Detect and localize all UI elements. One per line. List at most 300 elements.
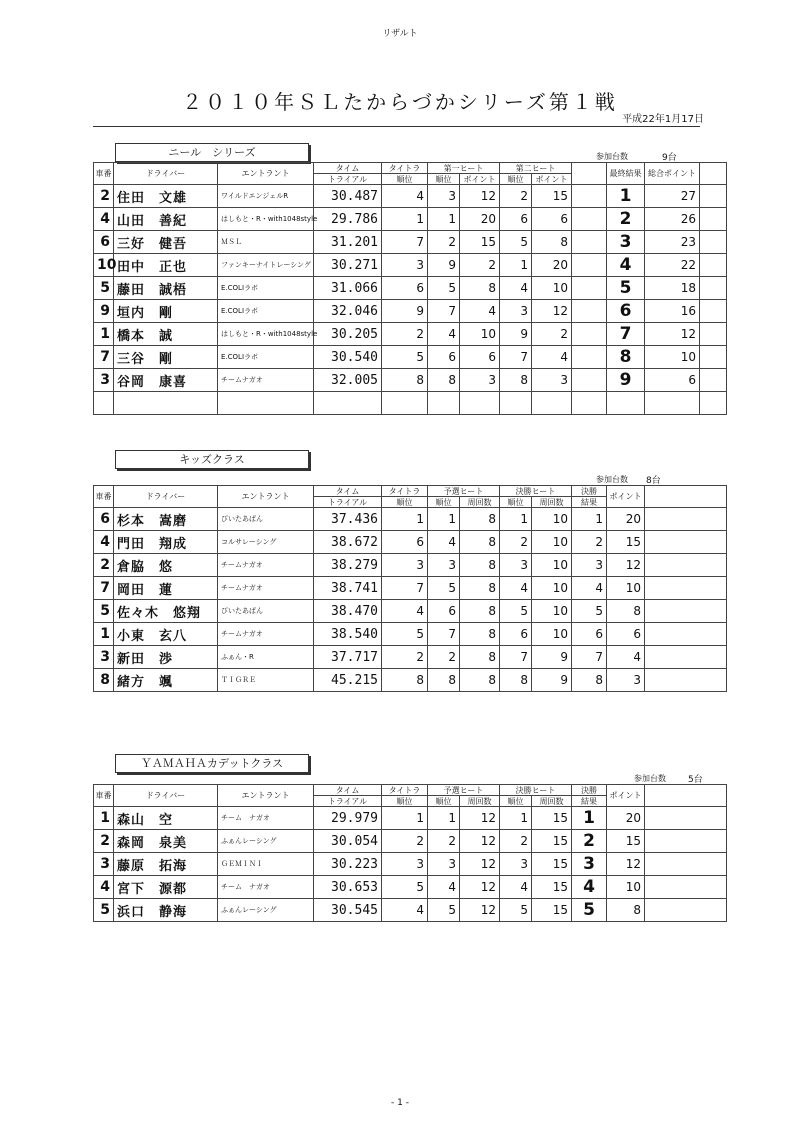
final-result: 1 <box>572 807 607 830</box>
final-result: 3 <box>572 853 607 876</box>
heat2-rank: 8 <box>500 369 532 392</box>
empty-cell <box>645 899 727 922</box>
empty-cell <box>645 830 727 853</box>
points: 4 <box>607 646 645 669</box>
time-trial: 37.436 <box>314 508 382 531</box>
final-result: 4 <box>607 254 645 277</box>
heat2-rank: 3 <box>500 853 532 876</box>
final-result: 7 <box>572 646 607 669</box>
entrant-name: E.COLIラボ <box>218 277 314 300</box>
driver-name: 森山 空 <box>114 807 218 830</box>
car-number: 7 <box>94 577 114 600</box>
empty-cell <box>645 554 727 577</box>
entry-count-value: 5台 <box>688 775 703 785</box>
entrant-name: コルサレーシング <box>218 531 314 554</box>
heat2-laps: 15 <box>532 899 572 922</box>
driver-name: 宮下 源都 <box>114 876 218 899</box>
empty-cell <box>700 185 727 208</box>
header-time: タイム <box>314 486 382 497</box>
car-number: 4 <box>94 876 114 899</box>
car-number: 9 <box>94 300 114 323</box>
empty-cell <box>645 508 727 531</box>
tt-rank: 8 <box>382 669 428 692</box>
car-number: 5 <box>94 600 114 623</box>
tt-rank: 4 <box>382 899 428 922</box>
heat1-laps: 8 <box>460 577 500 600</box>
driver-name: 三好 健吾 <box>114 231 218 254</box>
heat2-rank: 2 <box>500 830 532 853</box>
final-result: 3 <box>572 554 607 577</box>
heat1-laps: 8 <box>460 600 500 623</box>
header-car-no: 車番 <box>94 785 114 807</box>
heat2-laps: 10 <box>532 531 572 554</box>
final-result: 5 <box>572 899 607 922</box>
page-header: リザルト <box>382 29 418 39</box>
entrant-name: チームナガオ <box>218 577 314 600</box>
header-points: ポイント <box>607 486 645 508</box>
total-points: 6 <box>645 369 700 392</box>
time-trial: 29.786 <box>314 208 382 231</box>
time-trial: 30.205 <box>314 323 382 346</box>
time-trial: 30.271 <box>314 254 382 277</box>
empty-cell <box>700 231 727 254</box>
total-points: 27 <box>645 185 700 208</box>
empty-cell <box>572 208 607 231</box>
heat1-laps: 12 <box>460 876 500 899</box>
heat2-laps: 10 <box>532 577 572 600</box>
heat2-points: 15 <box>532 185 572 208</box>
tt-rank: 7 <box>382 577 428 600</box>
driver-name: 倉脇 悠 <box>114 554 218 577</box>
heat1-rank: 1 <box>428 208 460 231</box>
entry-count-value: 8台 <box>646 476 661 486</box>
header-heat2-laps: 周回数 <box>532 796 572 807</box>
table-row <box>94 899 727 922</box>
heat2-laps: 10 <box>532 554 572 577</box>
header-trial: トライアル <box>314 497 382 508</box>
heat2-laps: 15 <box>532 853 572 876</box>
final-result: 5 <box>607 277 645 300</box>
tt-rank: 6 <box>382 277 428 300</box>
heat1-rank: 4 <box>428 876 460 899</box>
car-number: 10 <box>94 254 114 277</box>
entrant-name: チームナガオ <box>218 369 314 392</box>
time-trial: 37.717 <box>314 646 382 669</box>
empty-cell <box>700 254 727 277</box>
car-number: 8 <box>94 669 114 692</box>
section-title-yamaha: ＹＡＭＡＨＡカデットクラス <box>115 754 309 773</box>
entrant-name: びいたあばん <box>218 508 314 531</box>
driver-name: 佐々木 悠翔 <box>114 600 218 623</box>
empty-cell <box>700 208 727 231</box>
heat2-rank: 4 <box>500 577 532 600</box>
heat2-rank: 1 <box>500 807 532 830</box>
car-number: 6 <box>94 508 114 531</box>
tt-rank: 4 <box>382 600 428 623</box>
heat2-rank: 9 <box>500 323 532 346</box>
heat2-rank: 3 <box>500 554 532 577</box>
heat1-rank: 3 <box>428 853 460 876</box>
heat2-rank: 1 <box>500 254 532 277</box>
driver-name: 田中 正也 <box>114 254 218 277</box>
heat2-laps: 9 <box>532 669 572 692</box>
time-trial: 31.066 <box>314 277 382 300</box>
tt-rank: 5 <box>382 876 428 899</box>
entrant-name: びいたあばん <box>218 600 314 623</box>
total-points: 23 <box>645 231 700 254</box>
total-points: 10 <box>645 346 700 369</box>
final-result: 6 <box>572 623 607 646</box>
points: 10 <box>607 876 645 899</box>
driver-name: 谷岡 康喜 <box>114 369 218 392</box>
table-row <box>94 346 727 369</box>
heat2-points: 6 <box>532 208 572 231</box>
empty-cell <box>645 646 727 669</box>
header-heat1-rank: 順位 <box>428 174 460 185</box>
heat1-rank: 8 <box>428 669 460 692</box>
header-heat2-rank: 順位 <box>500 497 532 508</box>
total-points: 22 <box>645 254 700 277</box>
table-row <box>94 369 727 392</box>
driver-name: 藤原 拓海 <box>114 853 218 876</box>
heat2-rank: 5 <box>500 899 532 922</box>
header-points: ポイント <box>607 785 645 807</box>
table-row <box>94 876 727 899</box>
header-heat2-pts: ポイント <box>532 174 572 185</box>
tt-rank: 4 <box>382 185 428 208</box>
driver-name: 新田 渉 <box>114 646 218 669</box>
car-number: 5 <box>94 899 114 922</box>
heat2-rank: 6 <box>500 623 532 646</box>
results-table-yamaha <box>93 784 727 922</box>
driver-name: 橋本 誠 <box>114 323 218 346</box>
header-heat2-laps: 周回数 <box>532 497 572 508</box>
heat2-laps: 15 <box>532 876 572 899</box>
tt-rank: 2 <box>382 830 428 853</box>
heat1-rank: 5 <box>428 899 460 922</box>
car-number: 6 <box>94 231 114 254</box>
tt-rank: 1 <box>382 208 428 231</box>
heat2-points: 10 <box>532 277 572 300</box>
points: 10 <box>607 577 645 600</box>
heat2-rank: 3 <box>500 300 532 323</box>
time-trial: 30.223 <box>314 853 382 876</box>
time-trial: 29.979 <box>314 807 382 830</box>
section-title-neil: ニール シリーズ <box>115 143 309 162</box>
entrant-name: ふぁんレーシング <box>218 899 314 922</box>
empty-cell <box>572 300 607 323</box>
driver-name: 住田 文雄 <box>114 185 218 208</box>
empty-cell <box>645 600 727 623</box>
entrant-name: ＧＥＭＩＮＩ <box>218 853 314 876</box>
section-title-kids: キッズクラス <box>115 450 309 469</box>
header-tt: タイトラ <box>382 163 428 174</box>
final-result: 1 <box>572 508 607 531</box>
heat2-rank: 8 <box>500 669 532 692</box>
tt-rank: 3 <box>382 554 428 577</box>
points: 12 <box>607 554 645 577</box>
header-tt-rank: 順位 <box>382 497 428 508</box>
tt-rank: 1 <box>382 807 428 830</box>
empty-cell <box>700 369 727 392</box>
empty-cell <box>645 807 727 830</box>
heat1-points: 3 <box>460 369 500 392</box>
table-row <box>94 669 727 692</box>
header-final: 決勝 <box>572 486 607 497</box>
header-heat2: 決勝ヒート <box>500 486 572 497</box>
heat1-rank: 3 <box>428 554 460 577</box>
heat1-points: 15 <box>460 231 500 254</box>
header-points: 総合ポイント <box>645 163 700 185</box>
heat2-rank: 5 <box>500 231 532 254</box>
header-heat1: 予選ヒート <box>428 785 500 796</box>
points: 20 <box>607 508 645 531</box>
header-heat1-rank: 順位 <box>428 497 460 508</box>
driver-name: 杉本 嵩磨 <box>114 508 218 531</box>
final-result: 2 <box>607 208 645 231</box>
time-trial: 38.540 <box>314 623 382 646</box>
header-entrant: エントラント <box>218 486 314 508</box>
total-points: 12 <box>645 323 700 346</box>
empty-cell <box>572 185 607 208</box>
header-final: 決勝 <box>572 785 607 796</box>
table-row <box>94 508 727 531</box>
table-row <box>94 554 727 577</box>
table-row <box>94 208 727 231</box>
heat1-laps: 12 <box>460 853 500 876</box>
driver-name: 小東 玄八 <box>114 623 218 646</box>
tt-rank: 1 <box>382 508 428 531</box>
heat1-rank: 9 <box>428 254 460 277</box>
header-tt-rank: 順位 <box>382 796 428 807</box>
heat1-rank: 5 <box>428 277 460 300</box>
driver-name: 緒方 颯 <box>114 669 218 692</box>
heat2-rank: 2 <box>500 531 532 554</box>
car-number: 1 <box>94 807 114 830</box>
entrant-name: チームナガオ <box>218 554 314 577</box>
heat1-rank: 2 <box>428 231 460 254</box>
points: 3 <box>607 669 645 692</box>
tt-rank: 2 <box>382 646 428 669</box>
empty-cell <box>572 323 607 346</box>
final-result: 4 <box>572 577 607 600</box>
heat2-rank: 7 <box>500 346 532 369</box>
header-entrant: エントラント <box>218 163 314 185</box>
empty-cell <box>572 346 607 369</box>
table-row <box>94 646 727 669</box>
table-row <box>94 807 727 830</box>
car-number: 4 <box>94 531 114 554</box>
header-driver: ドライバー <box>114 785 218 807</box>
heat1-rank: 7 <box>428 300 460 323</box>
header-time: タイム <box>314 163 382 174</box>
final-result: 7 <box>607 323 645 346</box>
entrant-name: ファンキーナイトレーシング <box>218 254 314 277</box>
heat1-laps: 8 <box>460 669 500 692</box>
header-driver: ドライバー <box>114 486 218 508</box>
empty-cell <box>700 346 727 369</box>
time-trial: 32.005 <box>314 369 382 392</box>
header-car-no: 車番 <box>94 486 114 508</box>
heat1-points: 4 <box>460 300 500 323</box>
time-trial: 38.672 <box>314 531 382 554</box>
driver-name: 垣内 剛 <box>114 300 218 323</box>
tt-rank: 5 <box>382 623 428 646</box>
entrant-name: ふぁんレーシング <box>218 830 314 853</box>
entrant-name: ＭＳＬ <box>218 231 314 254</box>
time-trial: 30.487 <box>314 185 382 208</box>
heat1-rank: 4 <box>428 323 460 346</box>
heat2-laps: 9 <box>532 646 572 669</box>
entrant-name: ふぁん・R <box>218 646 314 669</box>
empty-cell <box>645 623 727 646</box>
heat1-laps: 8 <box>460 508 500 531</box>
table-row <box>94 277 727 300</box>
driver-name: 森岡 泉美 <box>114 830 218 853</box>
final-result: 5 <box>572 600 607 623</box>
tt-rank: 8 <box>382 369 428 392</box>
header-time: タイム <box>314 785 382 796</box>
table-row <box>94 531 727 554</box>
total-points: 26 <box>645 208 700 231</box>
car-number: 1 <box>94 323 114 346</box>
car-number: 7 <box>94 346 114 369</box>
table-row <box>94 185 727 208</box>
car-number: 1 <box>94 623 114 646</box>
final-result: 8 <box>607 346 645 369</box>
heat1-laps: 8 <box>460 646 500 669</box>
heat2-rank: 4 <box>500 277 532 300</box>
points: 12 <box>607 853 645 876</box>
entrant-name: ワイルドエンジェルR <box>218 185 314 208</box>
title-rule <box>93 126 700 127</box>
page-title: ２０１０年ＳＬたからづかシリーズ第１戦 <box>182 90 618 114</box>
final-result: 2 <box>572 531 607 554</box>
entry-count-label: 参加台数 <box>634 774 666 783</box>
points: 20 <box>607 807 645 830</box>
car-number: 3 <box>94 646 114 669</box>
empty-cell <box>572 254 607 277</box>
car-number: 3 <box>94 853 114 876</box>
heat2-laps: 15 <box>532 807 572 830</box>
heat1-laps: 12 <box>460 807 500 830</box>
heat2-rank: 4 <box>500 876 532 899</box>
entrant-name: チーム ナガオ <box>218 876 314 899</box>
header-heat1: 予選ヒート <box>428 486 500 497</box>
driver-name: 岡田 蓮 <box>114 577 218 600</box>
heat1-points: 20 <box>460 208 500 231</box>
header-heat2: 決勝ヒート <box>500 785 572 796</box>
heat1-points: 6 <box>460 346 500 369</box>
header-heat1-pts: ポイント <box>460 174 500 185</box>
final-result: 1 <box>607 185 645 208</box>
points: 8 <box>607 600 645 623</box>
results-table-neil <box>93 162 727 415</box>
time-trial: 31.201 <box>314 231 382 254</box>
heat2-rank: 7 <box>500 646 532 669</box>
points: 6 <box>607 623 645 646</box>
empty-cell <box>645 669 727 692</box>
header-car-no: 車番 <box>94 163 114 185</box>
header-trial: トライアル <box>314 796 382 807</box>
driver-name: 山田 善紀 <box>114 208 218 231</box>
heat1-rank: 7 <box>428 623 460 646</box>
table-row <box>94 830 727 853</box>
heat1-rank: 4 <box>428 531 460 554</box>
heat2-laps: 10 <box>532 508 572 531</box>
header-tt: タイトラ <box>382 785 428 796</box>
header-tt-rank: 順位 <box>382 174 428 185</box>
heat2-laps: 15 <box>532 830 572 853</box>
entrant-name: E.COLIラボ <box>218 300 314 323</box>
empty-cell <box>572 369 607 392</box>
heat1-laps: 12 <box>460 830 500 853</box>
tt-rank: 2 <box>382 323 428 346</box>
tt-rank: 3 <box>382 254 428 277</box>
heat1-rank: 6 <box>428 346 460 369</box>
tt-rank: 6 <box>382 531 428 554</box>
heat1-rank: 2 <box>428 646 460 669</box>
total-points: 16 <box>645 300 700 323</box>
empty-cell <box>700 323 727 346</box>
heat1-rank: 6 <box>428 600 460 623</box>
final-result: 6 <box>607 300 645 323</box>
tt-rank: 9 <box>382 300 428 323</box>
header-heat1: 第一ヒート <box>428 163 500 174</box>
final-result: 9 <box>607 369 645 392</box>
time-trial: 30.545 <box>314 899 382 922</box>
car-number: 5 <box>94 277 114 300</box>
results-table-kids <box>93 485 727 692</box>
time-trial: 32.046 <box>314 300 382 323</box>
heat1-points: 2 <box>460 254 500 277</box>
event-date: 平成22年1月17日 <box>622 114 704 125</box>
car-number: 2 <box>94 830 114 853</box>
heat2-laps: 10 <box>532 600 572 623</box>
heat1-rank: 5 <box>428 577 460 600</box>
car-number: 2 <box>94 185 114 208</box>
heat1-points: 12 <box>460 185 500 208</box>
tt-rank: 3 <box>382 853 428 876</box>
header-tt: タイトラ <box>382 486 428 497</box>
final-result: 3 <box>607 231 645 254</box>
heat1-laps: 12 <box>460 899 500 922</box>
header-heat2: 第二ヒート <box>500 163 572 174</box>
empty-cell <box>572 231 607 254</box>
time-trial: 45.215 <box>314 669 382 692</box>
car-number: 4 <box>94 208 114 231</box>
entrant-name: E.COLIラボ <box>218 346 314 369</box>
empty-cell <box>645 853 727 876</box>
entrant-name: ＴＩＧＲＥ <box>218 669 314 692</box>
entry-count-label: 参加台数 <box>596 475 628 484</box>
heat1-rank: 1 <box>428 508 460 531</box>
table-row <box>94 600 727 623</box>
table-row <box>94 853 727 876</box>
empty-cell <box>572 277 607 300</box>
header-entrant: エントラント <box>218 785 314 807</box>
blank-row <box>94 392 727 415</box>
header-driver: ドライバー <box>114 163 218 185</box>
tt-rank: 5 <box>382 346 428 369</box>
empty-cell <box>645 577 727 600</box>
table-row <box>94 577 727 600</box>
heat2-laps: 10 <box>532 623 572 646</box>
table-row <box>94 623 727 646</box>
heat2-points: 3 <box>532 369 572 392</box>
heat1-rank: 3 <box>428 185 460 208</box>
empty-cell <box>645 531 727 554</box>
